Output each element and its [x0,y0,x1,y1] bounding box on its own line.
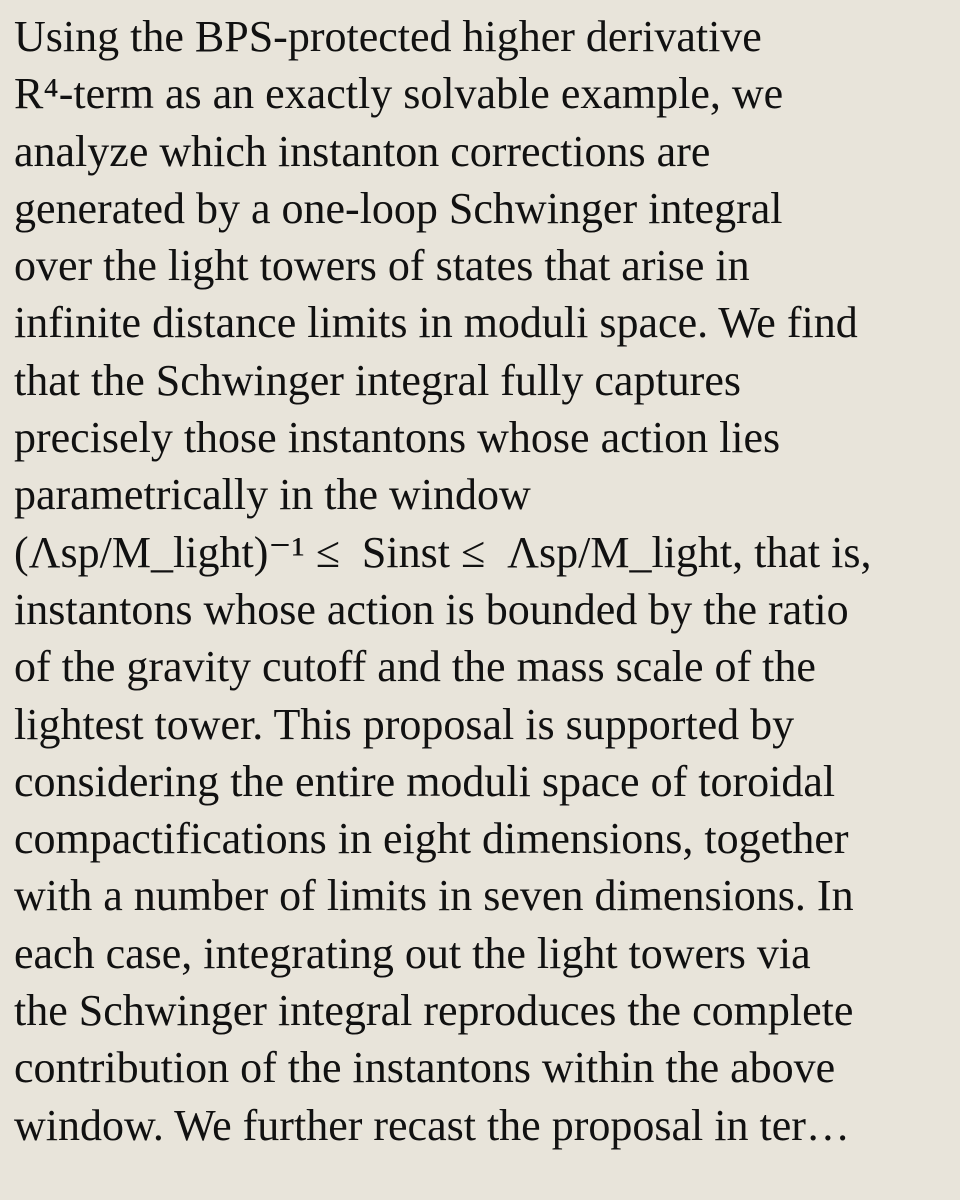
abstract-line: over the light towers of states that arise in [14,241,750,291]
abstract-line-truncated: window. We further recast the proposal in ter… [14,1100,850,1150]
abstract-line: contribution of the instantons within the above [14,1043,836,1093]
abstract-line-formula: (Λsp/M_light)⁻¹ ≤ Sinst ≤ Λsp/M_light, that is, [14,527,872,577]
abstract-line: lightest tower. This proposal is supported by [14,699,795,749]
abstract-line: compactifications in eight dimensions, together [14,814,849,864]
abstract-line: parametrically in the window [14,470,531,520]
abstract-line: analyze which instanton corrections are [14,126,711,176]
abstract-line: the Schwinger integral reproduces the complete [14,986,854,1036]
abstract-line: each case, integrating out the light towers via [14,928,811,978]
abstract-line: generated by a one-loop Schwinger integral [14,183,783,233]
abstract-line: with a number of limits in seven dimensions. In [14,871,854,921]
abstract-line: of the gravity cutoff and the mass scale of the [14,642,816,692]
abstract-line: considering the entire moduli space of toroidal [14,756,836,806]
abstract-line: Using the BPS-protected higher derivative [14,12,762,61]
abstract-line: infinite distance limits in moduli space. We find [14,298,858,348]
abstract-line: R⁴-term as an exactly solvable example, we [14,69,784,119]
abstract-text [14,8,946,1154]
abstract-line: instantons whose action is bounded by the ratio [14,584,849,634]
abstract-line: that the Schwinger integral fully captures [14,355,741,405]
abstract-line: precisely those instantons whose action lies [14,413,781,463]
